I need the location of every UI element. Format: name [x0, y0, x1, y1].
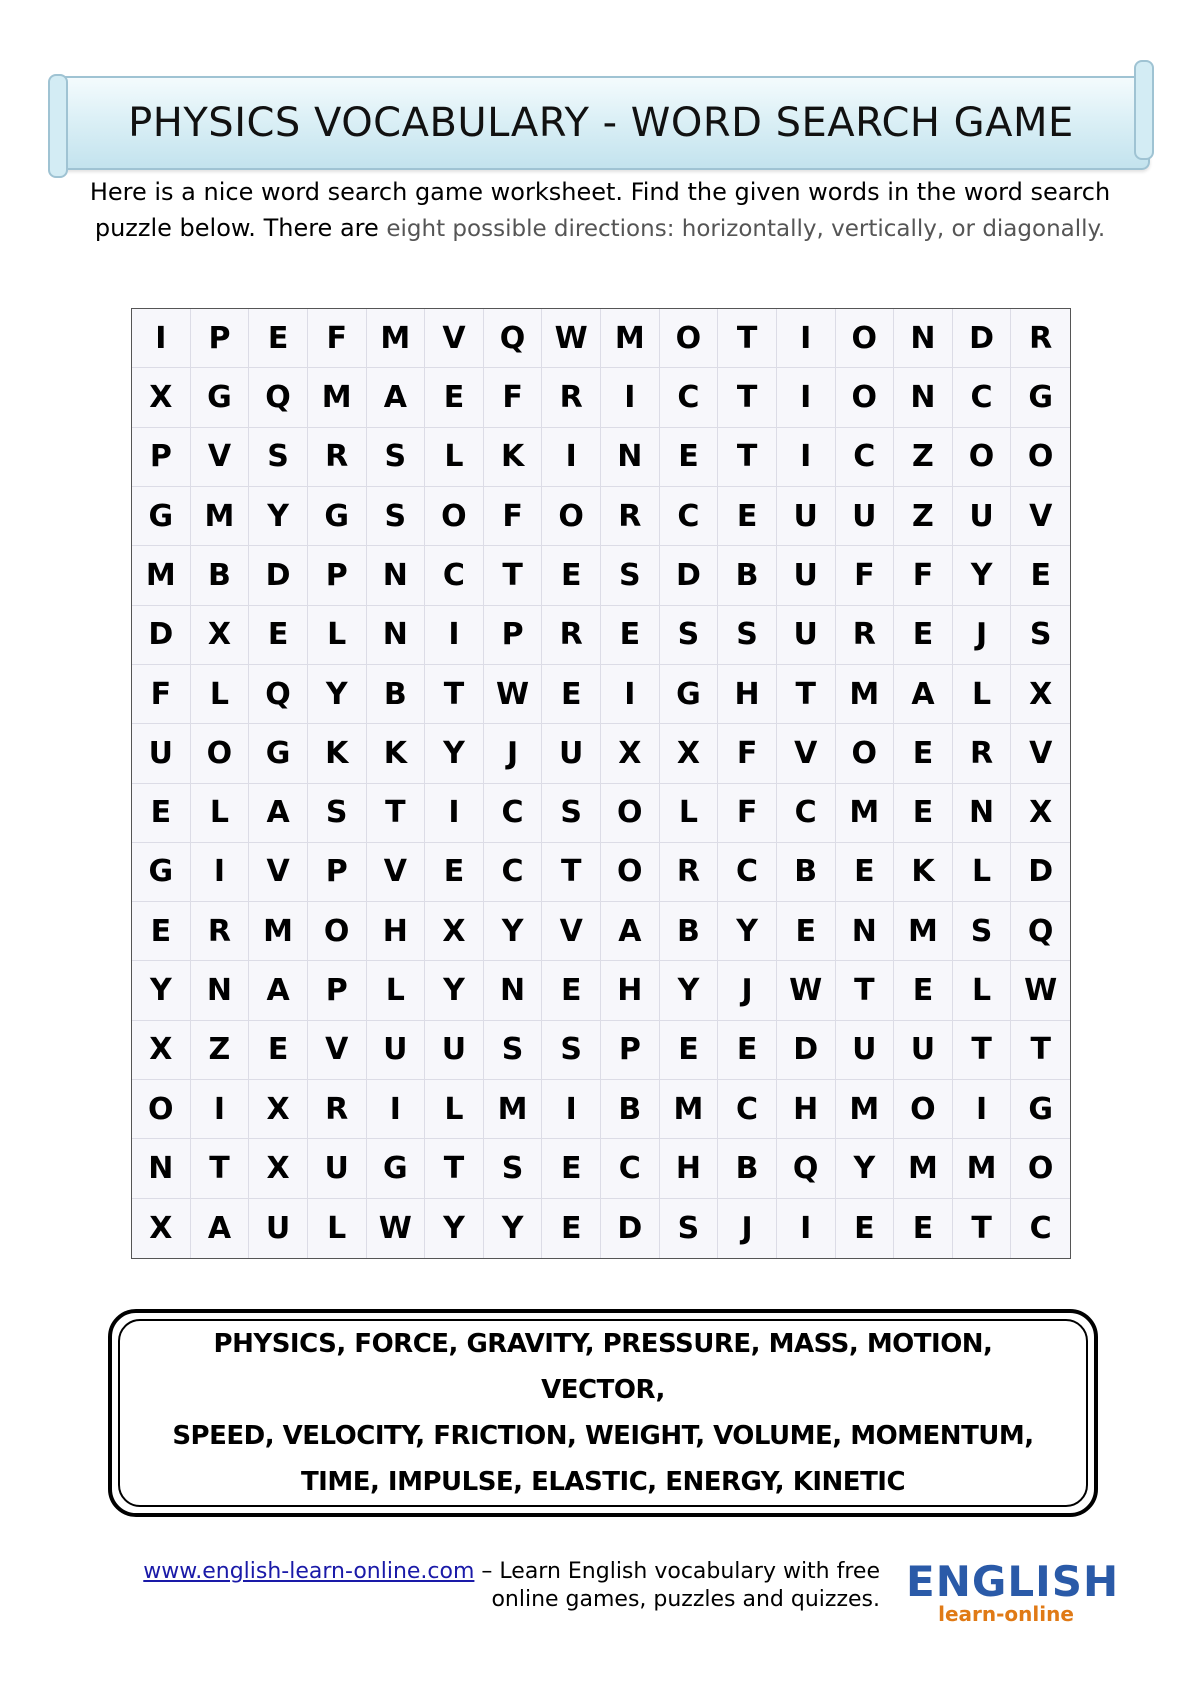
grid-cell: G: [191, 368, 250, 427]
grid-cell: G: [367, 1139, 426, 1198]
grid-cell: T: [1011, 1021, 1070, 1080]
grid-cell: P: [308, 961, 367, 1020]
grid-cell: Y: [718, 902, 777, 961]
word-search-grid: [131, 308, 1071, 1259]
grid-cell: E: [542, 546, 601, 605]
grid-cell: C: [718, 1080, 777, 1139]
grid-cell: S: [484, 1021, 543, 1080]
grid-cell: N: [894, 368, 953, 427]
grid-cell: N: [836, 902, 895, 961]
grid-cell: F: [836, 546, 895, 605]
grid-cell: K: [484, 428, 543, 487]
grid-cell: I: [777, 1199, 836, 1258]
grid-cell: I: [425, 784, 484, 843]
grid-cell: G: [1011, 368, 1070, 427]
grid-cell: M: [191, 487, 250, 546]
grid-cell: B: [777, 843, 836, 902]
grid-cell: E: [542, 1139, 601, 1198]
grid-cell: X: [132, 1021, 191, 1080]
grid-cell: R: [601, 487, 660, 546]
grid-cell: T: [425, 665, 484, 724]
grid-cell: P: [308, 546, 367, 605]
grid-cell: H: [718, 665, 777, 724]
grid-cell: S: [660, 1199, 719, 1258]
grid-cell: M: [601, 309, 660, 368]
grid-cell: I: [777, 428, 836, 487]
grid-cell: T: [542, 843, 601, 902]
grid-cell: L: [308, 606, 367, 665]
grid-cell: J: [718, 961, 777, 1020]
grid-cell: H: [660, 1139, 719, 1198]
grid-cell: I: [132, 309, 191, 368]
grid-cell: I: [425, 606, 484, 665]
logo-main-text: ENGLISH: [906, 1557, 1120, 1606]
grid-cell: V: [367, 843, 426, 902]
grid-cell: W: [367, 1199, 426, 1258]
grid-cell: L: [953, 843, 1012, 902]
grid-cell: J: [718, 1199, 777, 1258]
grid-cell: N: [894, 309, 953, 368]
grid-cell: N: [367, 606, 426, 665]
grid-cell: Y: [484, 902, 543, 961]
grid-cell: P: [132, 428, 191, 487]
grid-cell: E: [894, 961, 953, 1020]
grid-cell: V: [425, 309, 484, 368]
grid-cell: Q: [777, 1139, 836, 1198]
grid-cell: O: [836, 724, 895, 783]
page-title: PHYSICS VOCABULARY - WORD SEARCH GAME: [128, 100, 1074, 146]
grid-cell: O: [191, 724, 250, 783]
grid-cell: L: [953, 961, 1012, 1020]
grid-cell: G: [249, 724, 308, 783]
grid-cell: R: [836, 606, 895, 665]
grid-cell: H: [601, 961, 660, 1020]
grid-cell: F: [308, 309, 367, 368]
grid-cell: O: [542, 487, 601, 546]
grid-cell: M: [894, 902, 953, 961]
grid-cell: V: [249, 843, 308, 902]
grid-cell: E: [542, 665, 601, 724]
grid-cell: X: [425, 902, 484, 961]
grid-cell: E: [894, 724, 953, 783]
grid-cell: R: [660, 843, 719, 902]
grid-cell: T: [718, 368, 777, 427]
grid-cell: E: [718, 1021, 777, 1080]
grid-cell: U: [308, 1139, 367, 1198]
grid-cell: I: [542, 1080, 601, 1139]
grid-cell: T: [777, 665, 836, 724]
grid-cell: N: [601, 428, 660, 487]
grid-cell: I: [953, 1080, 1012, 1139]
grid-cell: D: [660, 546, 719, 605]
grid-cell: T: [718, 428, 777, 487]
grid-cell: Y: [308, 665, 367, 724]
grid-cell: X: [132, 1199, 191, 1258]
grid-cell: L: [425, 1080, 484, 1139]
grid-cell: Y: [425, 961, 484, 1020]
grid-cell: L: [191, 784, 250, 843]
grid-cell: O: [660, 309, 719, 368]
grid-cell: E: [132, 902, 191, 961]
intro-text: [50, 174, 1150, 247]
grid-cell: U: [132, 724, 191, 783]
grid-cell: Z: [894, 487, 953, 546]
grid-cell: K: [308, 724, 367, 783]
intro-line-1: Here is a nice word search game worksheet. Find the given words in the word search: [89, 178, 1111, 206]
grid-cell: U: [777, 546, 836, 605]
grid-cell: S: [484, 1139, 543, 1198]
grid-cell: F: [132, 665, 191, 724]
grid-cell: E: [425, 368, 484, 427]
grid-cell: O: [425, 487, 484, 546]
grid-cell: S: [249, 428, 308, 487]
grid-cell: S: [367, 428, 426, 487]
grid-cell: C: [425, 546, 484, 605]
english-learn-online-logo: [906, 1557, 1120, 1626]
grid-cell: P: [191, 309, 250, 368]
grid-cell: O: [601, 784, 660, 843]
grid-cell: N: [132, 1139, 191, 1198]
grid-cell: B: [718, 1139, 777, 1198]
grid-cell: U: [367, 1021, 426, 1080]
grid-cell: S: [542, 1021, 601, 1080]
grid-cell: Y: [660, 961, 719, 1020]
grid-cell: S: [1011, 606, 1070, 665]
grid-cell: U: [542, 724, 601, 783]
grid-cell: G: [132, 843, 191, 902]
grid-cell: Q: [249, 368, 308, 427]
grid-cell: B: [718, 546, 777, 605]
grid-cell: E: [660, 428, 719, 487]
grid-cell: I: [601, 368, 660, 427]
grid-cell: S: [601, 546, 660, 605]
grid-cell: B: [601, 1080, 660, 1139]
grid-cell: L: [191, 665, 250, 724]
grid-cell: W: [542, 309, 601, 368]
grid-cell: V: [191, 428, 250, 487]
grid-cell: E: [718, 487, 777, 546]
word-list-line-3: TIME, IMPULSE, ELASTIC, ENERGY, KINETIC: [300, 1467, 906, 1497]
grid-cell: L: [425, 428, 484, 487]
grid-cell: T: [718, 309, 777, 368]
grid-cell: M: [836, 665, 895, 724]
grid-cell: X: [249, 1080, 308, 1139]
grid-cell: B: [191, 546, 250, 605]
grid-cell: S: [953, 902, 1012, 961]
grid-cell: L: [308, 1199, 367, 1258]
site-link[interactable]: www.english-learn-online.com: [143, 1559, 475, 1584]
grid-cell: M: [836, 1080, 895, 1139]
grid-cell: U: [836, 1021, 895, 1080]
grid-cell: X: [660, 724, 719, 783]
grid-cell: D: [132, 606, 191, 665]
grid-cell: P: [308, 843, 367, 902]
grid-cell: E: [249, 309, 308, 368]
grid-cell: U: [777, 487, 836, 546]
grid-cell: T: [953, 1199, 1012, 1258]
grid-cell: K: [894, 843, 953, 902]
logo-sub-text: learn-online: [938, 1602, 1074, 1626]
intro-line-2b: eight possible directions: horizontally, vertically, or diagonally.: [386, 216, 1106, 242]
grid-cell: U: [894, 1021, 953, 1080]
word-list-line-2: SPEED, VELOCITY, FRICTION, WEIGHT, VOLUME, MOMENTUM,: [172, 1421, 1034, 1451]
grid-cell: E: [777, 902, 836, 961]
grid-cell: U: [249, 1199, 308, 1258]
grid-cell: K: [367, 724, 426, 783]
grid-cell: X: [601, 724, 660, 783]
grid-cell: E: [249, 1021, 308, 1080]
grid-cell: N: [191, 961, 250, 1020]
grid-cell: C: [953, 368, 1012, 427]
grid-cell: E: [836, 843, 895, 902]
grid-cell: J: [484, 724, 543, 783]
grid-cell: F: [894, 546, 953, 605]
grid-cell: Y: [425, 1199, 484, 1258]
grid-cell: O: [894, 1080, 953, 1139]
grid-cell: G: [1011, 1080, 1070, 1139]
grid-cell: A: [249, 961, 308, 1020]
grid-cell: I: [777, 368, 836, 427]
grid-cell: M: [894, 1139, 953, 1198]
footer-text-1: Learn English vocabulary with free: [499, 1559, 880, 1584]
grid-cell: U: [953, 487, 1012, 546]
grid-cell: D: [953, 309, 1012, 368]
grid-cell: S: [718, 606, 777, 665]
grid-cell: N: [953, 784, 1012, 843]
grid-cell: F: [718, 724, 777, 783]
grid-cell: C: [660, 368, 719, 427]
grid-cell: O: [601, 843, 660, 902]
grid-cell: M: [484, 1080, 543, 1139]
grid-cell: E: [1011, 546, 1070, 605]
grid-cell: D: [249, 546, 308, 605]
grid-cell: E: [894, 606, 953, 665]
grid-cell: Y: [836, 1139, 895, 1198]
grid-cell: I: [542, 428, 601, 487]
grid-cell: X: [1011, 784, 1070, 843]
grid-cell: A: [367, 368, 426, 427]
grid-cell: S: [308, 784, 367, 843]
grid-cell: X: [1011, 665, 1070, 724]
grid-cell: P: [484, 606, 543, 665]
grid-cell: W: [484, 665, 543, 724]
grid-cell: U: [425, 1021, 484, 1080]
grid-cell: E: [425, 843, 484, 902]
grid-cell: W: [1011, 961, 1070, 1020]
grid-cell: Y: [425, 724, 484, 783]
grid-cell: N: [367, 546, 426, 605]
grid-cell: O: [1011, 428, 1070, 487]
grid-cell: O: [836, 368, 895, 427]
grid-cell: J: [953, 606, 1012, 665]
footer-line-1: [100, 1558, 880, 1586]
grid-cell: S: [367, 487, 426, 546]
grid-cell: I: [777, 309, 836, 368]
grid-cell: P: [601, 1021, 660, 1080]
footer: [100, 1558, 880, 1614]
grid-cell: O: [132, 1080, 191, 1139]
grid-cell: B: [367, 665, 426, 724]
grid-cell: H: [777, 1080, 836, 1139]
grid-cell: T: [367, 784, 426, 843]
grid-cell: I: [601, 665, 660, 724]
grid-cell: R: [191, 902, 250, 961]
grid-cell: O: [836, 309, 895, 368]
grid-cell: C: [660, 487, 719, 546]
grid-cell: B: [660, 902, 719, 961]
grid-cell: A: [601, 902, 660, 961]
grid-cell: E: [601, 606, 660, 665]
grid-cell: C: [836, 428, 895, 487]
grid-cell: F: [718, 784, 777, 843]
word-list-box: [108, 1309, 1098, 1517]
grid-cell: C: [777, 784, 836, 843]
grid-cell: F: [484, 368, 543, 427]
grid-cell: E: [660, 1021, 719, 1080]
grid-cell: G: [132, 487, 191, 546]
word-list: [153, 1321, 1053, 1505]
grid-cell: D: [777, 1021, 836, 1080]
grid-cell: O: [308, 902, 367, 961]
grid-cell: T: [484, 546, 543, 605]
grid-cell: G: [308, 487, 367, 546]
grid-cell: X: [249, 1139, 308, 1198]
grid-cell: Q: [249, 665, 308, 724]
grid-cell: U: [777, 606, 836, 665]
grid-cell: E: [894, 784, 953, 843]
grid-cell: M: [132, 546, 191, 605]
grid-cell: E: [249, 606, 308, 665]
grid-cell: R: [542, 368, 601, 427]
grid-cell: X: [191, 606, 250, 665]
grid-cell: R: [1011, 309, 1070, 368]
grid-cell: M: [367, 309, 426, 368]
grid-cell: E: [836, 1199, 895, 1258]
grid-cell: I: [191, 843, 250, 902]
grid-cell: U: [836, 487, 895, 546]
grid-cell: D: [601, 1199, 660, 1258]
grid-cell: V: [308, 1021, 367, 1080]
intro-line-2a: puzzle below. There are: [94, 214, 379, 242]
grid-cell: L: [953, 665, 1012, 724]
grid-cell: O: [1011, 1139, 1070, 1198]
grid-cell: E: [542, 1199, 601, 1258]
grid-cell: E: [894, 1199, 953, 1258]
grid-cell: R: [953, 724, 1012, 783]
grid-cell: C: [1029, 1210, 1052, 1246]
grid-cell: Y: [249, 487, 308, 546]
grid-cell: S: [660, 606, 719, 665]
grid-cell: Y: [132, 961, 191, 1020]
grid-cell: W: [777, 961, 836, 1020]
grid-cell: V: [1011, 487, 1070, 546]
grid-cell: R: [308, 1080, 367, 1139]
grid-cell: A: [191, 1199, 250, 1258]
grid-cell: Z: [894, 428, 953, 487]
title-banner: [52, 76, 1150, 170]
grid-cell: H: [367, 902, 426, 961]
grid-cell: D: [1011, 843, 1070, 902]
grid-cell: Y: [484, 1199, 543, 1258]
grid-cell: C: [484, 784, 543, 843]
word-list-inner-frame: [118, 1319, 1088, 1507]
grid-cell: G: [660, 665, 719, 724]
grid-cell: M: [249, 902, 308, 961]
grid-cell: V: [1011, 724, 1070, 783]
grid-cell: T: [425, 1139, 484, 1198]
grid-cell: E: [542, 961, 601, 1020]
grid-cell: A: [894, 665, 953, 724]
grid-cell: N: [484, 961, 543, 1020]
grid-cell: R: [308, 428, 367, 487]
footer-dash: –: [474, 1559, 500, 1584]
grid-cell: M: [836, 784, 895, 843]
grid-cell: I: [367, 1080, 426, 1139]
grid-cell: C: [484, 843, 543, 902]
grid-cell: C: [601, 1139, 660, 1198]
grid-cell: I: [191, 1080, 250, 1139]
grid-cell: X: [132, 368, 191, 427]
grid-cell: Y: [953, 546, 1012, 605]
grid-cell: L: [367, 961, 426, 1020]
grid-cell: C: [718, 843, 777, 902]
footer-text-2: online games, puzzles and quizzes.: [491, 1587, 880, 1612]
grid-cell: F: [484, 487, 543, 546]
grid-cell: V: [777, 724, 836, 783]
grid-cell: L: [660, 784, 719, 843]
grid-cell: R: [542, 606, 601, 665]
grid-cell: Q: [1011, 902, 1070, 961]
grid-cell: A: [249, 784, 308, 843]
word-list-line-1: PHYSICS, FORCE, GRAVITY, PRESSURE, MASS, MOTION, VECTOR,: [213, 1329, 993, 1405]
grid-cell: V: [542, 902, 601, 961]
grid-cell: T: [836, 961, 895, 1020]
grid-cell: Z: [191, 1021, 250, 1080]
grid-cell: T: [953, 1021, 1012, 1080]
grid-cell: T: [191, 1139, 250, 1198]
grid-cell: M: [660, 1080, 719, 1139]
grid-cell: E: [132, 784, 191, 843]
intro-line-2: [50, 210, 1150, 247]
grid-cell: O: [953, 428, 1012, 487]
grid-cell: S: [542, 784, 601, 843]
grid-cell: M: [953, 1139, 1012, 1198]
grid-cell: Q: [484, 309, 543, 368]
grid-cell: M: [308, 368, 367, 427]
